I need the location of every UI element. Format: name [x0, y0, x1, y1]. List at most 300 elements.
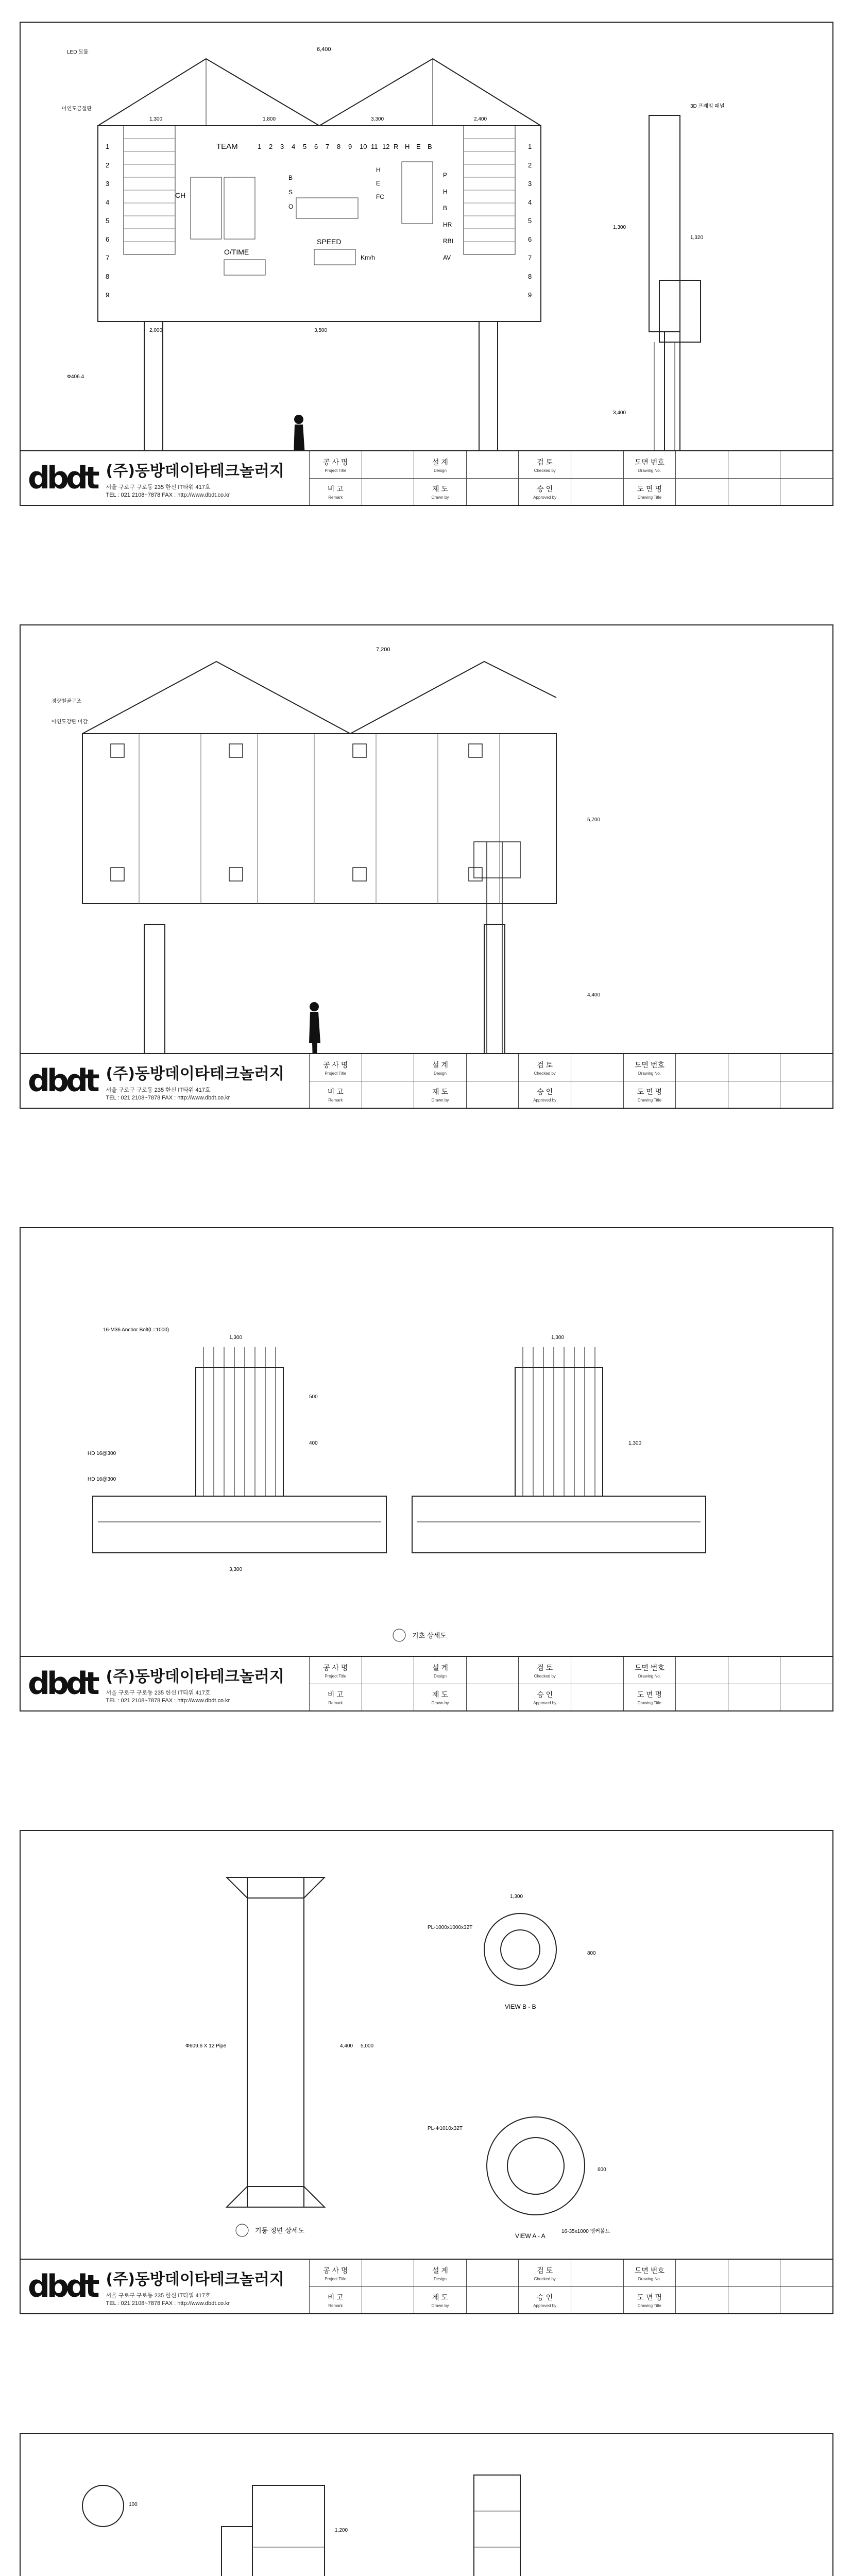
label-sub: Project Title: [325, 1673, 347, 1679]
note-3: Φ406.4: [67, 374, 84, 380]
company-address: 서울 구로구 구로동 235 한신 IT타워 417호: [106, 2293, 211, 2299]
sheet-column-detail: [20, 1830, 833, 2314]
col-dim-4: 600: [598, 2167, 606, 2173]
title-block-value: [571, 1081, 623, 1108]
lad-dim-1: 1,200: [335, 2528, 348, 2533]
dim-5: 1,300: [613, 225, 626, 230]
dim-7: 2,000: [149, 328, 163, 333]
title-block-value: [466, 2260, 519, 2286]
scoreboard-panel: [98, 126, 541, 321]
inning-label: 11: [371, 143, 378, 150]
left-lineup-number: 2: [106, 161, 110, 169]
title-block-label: [623, 1684, 676, 1710]
title-block-value: [675, 451, 728, 478]
label-sub: Approved by: [533, 495, 557, 500]
company-block: [21, 1054, 309, 1108]
company-info: [106, 2266, 284, 2307]
title-block-label: [309, 1054, 362, 1081]
label-main: 검 토: [537, 1060, 553, 1069]
label-sub: Approved by: [533, 1701, 557, 1705]
label-main: 도 면 명: [637, 1088, 662, 1096]
title-block: [21, 1656, 832, 1710]
note-2: 3D 프레임 패널: [690, 104, 725, 109]
label-main: 도면 번호: [634, 457, 664, 466]
label-main: 검 토: [537, 2266, 553, 2275]
title-block-label: [309, 1657, 362, 1684]
title-block-label: [309, 478, 362, 505]
inning-label: 3: [280, 143, 284, 150]
title-block-label: [414, 1054, 466, 1081]
right-stat-labels: [443, 172, 453, 261]
title-block-label: [623, 2260, 676, 2286]
title-block-value: [728, 2260, 780, 2286]
human-scale-figure-2: [309, 1002, 320, 1053]
title-block-value: [728, 1081, 780, 1108]
label-main: 승 인: [537, 2293, 553, 2301]
title-block-value: [675, 478, 728, 505]
right-lineup-number: 9: [528, 291, 532, 299]
fdn-dim-0: 1,300: [229, 1335, 243, 1341]
rear-dim-2: 4,400: [587, 992, 601, 998]
left-lineup-number: 3: [106, 180, 110, 188]
title-block-label: [518, 2286, 571, 2313]
label-main: 비 고: [327, 1690, 344, 1699]
right-stat-label: HR: [443, 221, 452, 228]
title-block-label: [623, 478, 676, 505]
title-block-value: [466, 1081, 519, 1108]
title-block-value: [362, 478, 414, 505]
title-block-grid: [309, 1054, 832, 1108]
label-main: 도면 번호: [634, 2266, 664, 2275]
col-dim-3: 800: [587, 1951, 596, 1956]
label-sub: Drawing Title: [637, 2303, 662, 2308]
hefc-labels: [376, 166, 384, 200]
rear-roof: [82, 662, 556, 734]
note-1: LED 모듈: [67, 49, 89, 55]
label-main: 검 토: [537, 1663, 553, 1672]
title-block-label: [518, 1684, 571, 1710]
label-sub: Remark: [328, 1701, 343, 1705]
inning-label: 1: [258, 143, 262, 150]
title-block-value: [466, 2286, 519, 2313]
title-block-value: [362, 2286, 414, 2313]
hefc-letter: FC: [376, 193, 384, 200]
inning-label: B: [428, 143, 432, 150]
title-block-value: [362, 1684, 414, 1710]
view-b-label: VIEW B - B: [505, 2003, 536, 2010]
inning-label: 7: [326, 143, 330, 150]
inning-label: 2: [269, 143, 273, 150]
company-info: [106, 458, 284, 498]
label-sub: Drawing Title: [637, 1098, 662, 1103]
team-label: TEAM: [216, 142, 238, 151]
right-lineup-number: 1: [528, 143, 532, 150]
title-block-value: [675, 2286, 728, 2313]
inning-label: R: [394, 143, 399, 150]
fdn-dim-5: 1,300: [628, 1440, 642, 1446]
right-lineup-number: 7: [528, 254, 532, 262]
ladder-detail-drawing: [21, 2434, 832, 2576]
company-name: (주)동방데이타테크놀러지: [106, 2270, 284, 2289]
col-note-3: 16-35x1000 앵커볼트: [561, 2229, 610, 2234]
label-sub: Remark: [328, 495, 343, 500]
column-detail-drawing: [21, 1831, 832, 2259]
dim-6: 3,400: [613, 410, 626, 416]
col-note-1: PL-1000x1000x32T: [428, 1925, 473, 1930]
inning-label: H: [405, 143, 410, 150]
title-block-value: [780, 2260, 832, 2286]
title-block-value: [675, 1657, 728, 1684]
otime-label: O/TIME: [224, 248, 249, 256]
lad-dim-5: 100: [129, 2502, 138, 2507]
bso-letter: S: [288, 189, 293, 196]
column-shaft: [247, 1877, 304, 2207]
title-block-value: [728, 2286, 780, 2313]
fdn-dim-3: 500: [309, 1394, 318, 1400]
company-info: [106, 1664, 284, 1704]
label-main: 도면 번호: [634, 1663, 664, 1672]
left-lineup-number: 7: [106, 254, 110, 262]
company-logo: dbdt: [28, 1666, 97, 1702]
label-sub: Drawing No.: [638, 1071, 661, 1076]
company-logo: dbdt: [28, 2268, 97, 2304]
inning-label: E: [416, 143, 421, 150]
label-sub: Design: [434, 2276, 447, 2281]
label-sub: Remark: [328, 1098, 343, 1103]
company-tel: TEL : 021 2108~7878 FAX : http://www.dbdt.co.kr: [106, 1095, 230, 1101]
label-main: 검 토: [537, 457, 553, 466]
title-block-label: [309, 451, 362, 478]
title-block-label: [414, 478, 466, 505]
company-address: 서울 구로구 구로동 235 한신 IT타워 417호: [106, 1690, 211, 1696]
label-sub: Design: [434, 468, 447, 473]
label-main: 공 사 명: [323, 2266, 348, 2275]
fdn-note-0: 16-M36 Anchor Bolt(L=1000): [103, 1327, 169, 1333]
title-block-label: [414, 1684, 466, 1710]
title-block-label: [623, 1081, 676, 1108]
rear-dim-1: 5,700: [587, 817, 601, 823]
right-stat-label: AV: [443, 254, 451, 261]
label-sub: Approved by: [533, 1098, 557, 1103]
view-b-plate: [484, 1913, 556, 1986]
ladder-cage-front: [252, 2485, 325, 2576]
inning-label: 9: [348, 143, 352, 150]
ladder-side: [474, 2475, 520, 2576]
left-lineup-numbers: [106, 143, 109, 299]
view-a-plate: [487, 2117, 585, 2215]
foundation-drawing: [21, 1228, 832, 1656]
right-stat-label: B: [443, 205, 448, 212]
title-block-label: [518, 2260, 571, 2286]
hefc-letter: E: [376, 180, 381, 187]
company-block: [21, 2260, 309, 2313]
title-block-label: [414, 1081, 466, 1108]
fdn-dim-4: 400: [309, 1440, 318, 1446]
side-view: [649, 115, 704, 450]
sheet-front-elevation: [20, 22, 833, 506]
company-tel: TEL : 021 2108~7878 FAX : http://www.dbdt.co.kr: [106, 2300, 230, 2307]
left-lineup-number: 5: [106, 217, 110, 225]
left-lineup-number: 4: [106, 198, 110, 206]
label-main: 비 고: [327, 1088, 344, 1096]
col-note-2: PL-Φ1010x32T: [428, 2126, 463, 2131]
label-main: 도면 번호: [634, 1060, 664, 1069]
title-block-value: [571, 2286, 623, 2313]
label-sub: Approved by: [533, 2303, 557, 2308]
title-block-value: [466, 1054, 519, 1081]
title-block-label: [623, 451, 676, 478]
company-logo: dbdt: [28, 1063, 97, 1099]
rear-elevation-drawing: [21, 625, 832, 1053]
sheet-foundation: [20, 1227, 833, 1711]
title-block-label: [518, 1054, 571, 1081]
title-block-value: [728, 1657, 780, 1684]
label-sub: Drawing Title: [637, 1701, 662, 1705]
col-note-0: Φ609.6 X 12 Pipe: [185, 2043, 227, 2049]
title-block-value: [466, 1684, 519, 1710]
bso-letter: O: [288, 203, 294, 210]
title-block-value: [780, 1081, 832, 1108]
title-block-label: [414, 1657, 466, 1684]
title-block-label: [518, 1657, 571, 1684]
innings-row: [258, 143, 432, 150]
label-main: 승 인: [537, 1690, 553, 1699]
human-scale-figure: [294, 415, 305, 450]
label-sub: Remark: [328, 2303, 343, 2308]
title-block-value: [362, 1054, 414, 1081]
label-main: 공 사 명: [323, 1663, 348, 1672]
label-main: 설 계: [432, 457, 448, 466]
company-tel: TEL : 021 2108~7878 FAX : http://www.dbdt.co.kr: [106, 1698, 230, 1704]
dim-1: 1,300: [149, 116, 163, 122]
title-block-value: [466, 451, 519, 478]
rear-dim-0: 7,200: [376, 647, 390, 653]
title-block-value: [571, 478, 623, 505]
company-address: 서울 구로구 구로동 235 한신 IT타워 417호: [106, 1087, 211, 1093]
label-main: 제 도: [432, 485, 448, 493]
title-block-label: [414, 451, 466, 478]
fdn-note-1: HD 16@300: [88, 1451, 116, 1456]
title-block-value: [780, 478, 832, 505]
title-block-value: [780, 2286, 832, 2313]
sheet-rear-elevation: [20, 624, 833, 1109]
label-sub: Drawn by: [431, 1098, 449, 1103]
title-block-label: [309, 1684, 362, 1710]
fdn-dim-1: 3,300: [229, 1567, 243, 1572]
company-name: (주)동방데이타테크놀러지: [106, 1668, 284, 1686]
kmh-label: Km/h: [361, 254, 376, 261]
pier-left: [196, 1367, 283, 1496]
title-block-label: [518, 451, 571, 478]
label-main: 설 계: [432, 2266, 448, 2275]
title-block-label: [309, 1081, 362, 1108]
col-dim-0: 4,400: [340, 2043, 353, 2049]
rear-note-0: 경량철골구조: [52, 699, 81, 704]
footing-left: [93, 1496, 386, 1553]
label-sub: Checked by: [534, 1071, 556, 1076]
title-block-value: [571, 1054, 623, 1081]
label-main: 비 고: [327, 2293, 344, 2301]
dim-3: 3,300: [371, 116, 384, 122]
note-0: 아연도금철판: [62, 106, 92, 112]
speed-label: SPEED: [317, 238, 342, 246]
label-sub: Drawing No.: [638, 468, 661, 473]
right-lineup-number: 3: [528, 180, 532, 188]
title-block-value: [728, 478, 780, 505]
label-main: 제 도: [432, 1088, 448, 1096]
rear-note-1: 아연도강판 마감: [52, 719, 88, 725]
label-sub: Drawn by: [431, 495, 449, 500]
left-lineup-number: 9: [106, 291, 110, 299]
title-block-value: [362, 451, 414, 478]
label-sub: Drawing Title: [637, 495, 662, 500]
label-main: 도 면 명: [637, 1690, 662, 1699]
footing-right: [412, 1496, 706, 1553]
title-block-value: [780, 1054, 832, 1081]
fdn-dim-2: 1,300: [551, 1335, 565, 1341]
inning-label: 5: [303, 143, 307, 150]
left-lineup-number: 8: [106, 273, 110, 280]
title-block-label: [414, 2260, 466, 2286]
left-lineup-number: 6: [106, 235, 110, 243]
title-block-grid: [309, 2260, 832, 2313]
hefc-letter: H: [376, 166, 381, 174]
company-logo: dbdt: [28, 460, 97, 496]
label-main: 도 면 명: [637, 2293, 662, 2301]
inning-label: 4: [292, 143, 296, 150]
right-lineup-number: 4: [528, 198, 532, 206]
title-block-value: [362, 1657, 414, 1684]
label-sub: Checked by: [534, 468, 556, 473]
title-block: [21, 450, 832, 505]
title-block-value: [728, 451, 780, 478]
right-column: [479, 321, 498, 450]
label-sub: Design: [434, 1071, 447, 1076]
title-block-value: [728, 1054, 780, 1081]
dim-2: 1,800: [263, 116, 276, 122]
right-lineup-number: 6: [528, 235, 532, 243]
inning-label: 10: [360, 143, 367, 150]
title-block-label: [623, 1657, 676, 1684]
inning-label: 12: [382, 143, 390, 150]
label-main: 제 도: [432, 1690, 448, 1699]
title-block-value: [728, 1684, 780, 1710]
company-name: (주)동방데이타테크놀러지: [106, 1065, 284, 1083]
pier-right: [515, 1367, 603, 1496]
label-sub: Drawn by: [431, 2303, 449, 2308]
title-block-value: [571, 451, 623, 478]
title-block-grid: [309, 451, 832, 505]
title-block-value: [675, 1684, 728, 1710]
col-dim-2: 1,300: [510, 1894, 523, 1900]
title-block-value: [675, 2260, 728, 2286]
right-stat-label: P: [443, 172, 448, 179]
title-block-value: [571, 2260, 623, 2286]
title-block: [21, 1053, 832, 1108]
label-sub: Drawing No.: [638, 1673, 661, 1679]
right-lineup-number: 5: [528, 217, 532, 225]
right-stat-label: H: [443, 188, 448, 195]
bso-labels: [288, 174, 293, 210]
title-block-value: [466, 1657, 519, 1684]
label-main: 비 고: [327, 485, 344, 493]
title-block-label: [518, 1081, 571, 1108]
label-sub: Checked by: [534, 1673, 556, 1679]
label-sub: Drawing No.: [638, 2276, 661, 2281]
company-name: (주)동방데이타테크놀러지: [106, 462, 284, 480]
front-elevation-drawing: [21, 23, 832, 450]
title-block-value: [780, 451, 832, 478]
left-lineup-number: 1: [106, 143, 110, 150]
title-block-label: [414, 2286, 466, 2313]
label-main: 공 사 명: [323, 457, 348, 466]
label-sub: Design: [434, 1673, 447, 1679]
bso-letter: B: [288, 174, 293, 181]
company-block: [21, 1657, 309, 1710]
title-block-label: [623, 2286, 676, 2313]
company-tel: TEL : 021 2108~7878 FAX : http://www.dbdt.co.kr: [106, 492, 230, 498]
label-main: 공 사 명: [323, 1060, 348, 1069]
label-main: 설 계: [432, 1060, 448, 1069]
view-a-label: VIEW A - A: [515, 2232, 546, 2240]
label-sub: Drawn by: [431, 1701, 449, 1705]
title-block-value: [675, 1081, 728, 1108]
title-block-value: [362, 1081, 414, 1108]
company-info: [106, 1061, 284, 1101]
sheet4-caption: 기둥 정면 상세도: [255, 2227, 305, 2235]
roof-outline: [98, 59, 541, 126]
title-block-grid: [309, 1657, 832, 1710]
title-block-value: [466, 478, 519, 505]
label-sub: Project Title: [325, 468, 347, 473]
fdn-note-2: HD 16@300: [88, 1477, 116, 1482]
col-dim-1: 5,000: [361, 2043, 374, 2049]
title-block-value: [362, 2260, 414, 2286]
company-address: 서울 구로구 구로동 235 한신 IT타워 417호: [106, 484, 211, 490]
title-block-value: [675, 1054, 728, 1081]
right-lineup-numbers: [528, 143, 532, 299]
dim-8: 3,500: [314, 328, 328, 333]
label-main: 설 계: [432, 1663, 448, 1672]
label-sub: Project Title: [325, 1071, 347, 1076]
inning-label: 8: [337, 143, 341, 150]
right-lineup-number: 8: [528, 273, 532, 280]
title-block: [21, 2259, 832, 2313]
title-block-value: [571, 1657, 623, 1684]
title-block-value: [571, 1684, 623, 1710]
company-block: [21, 451, 309, 505]
title-block-label: [623, 1054, 676, 1081]
dim-9: 1,320: [690, 235, 704, 241]
label-sub: Checked by: [534, 2276, 556, 2281]
sheet3-caption: 기초 상세도: [412, 1632, 447, 1640]
title-block-label: [518, 478, 571, 505]
ch-label: CH: [175, 191, 186, 199]
label-main: 도 면 명: [637, 485, 662, 493]
title-block-label: [309, 2260, 362, 2286]
label-main: 제 도: [432, 2293, 448, 2301]
title-block-value: [780, 1684, 832, 1710]
label-main: 승 인: [537, 485, 553, 493]
dim-4: 2,400: [474, 116, 487, 122]
label-sub: Project Title: [325, 2276, 347, 2281]
title-block-label: [309, 2286, 362, 2313]
sheet-ladder-detail: [20, 2433, 833, 2576]
title-block-value: [780, 1657, 832, 1684]
ladder-ring-plan: [82, 2485, 124, 2527]
dim-overall-width: 6,400: [317, 46, 331, 53]
inning-label: 6: [314, 143, 318, 150]
